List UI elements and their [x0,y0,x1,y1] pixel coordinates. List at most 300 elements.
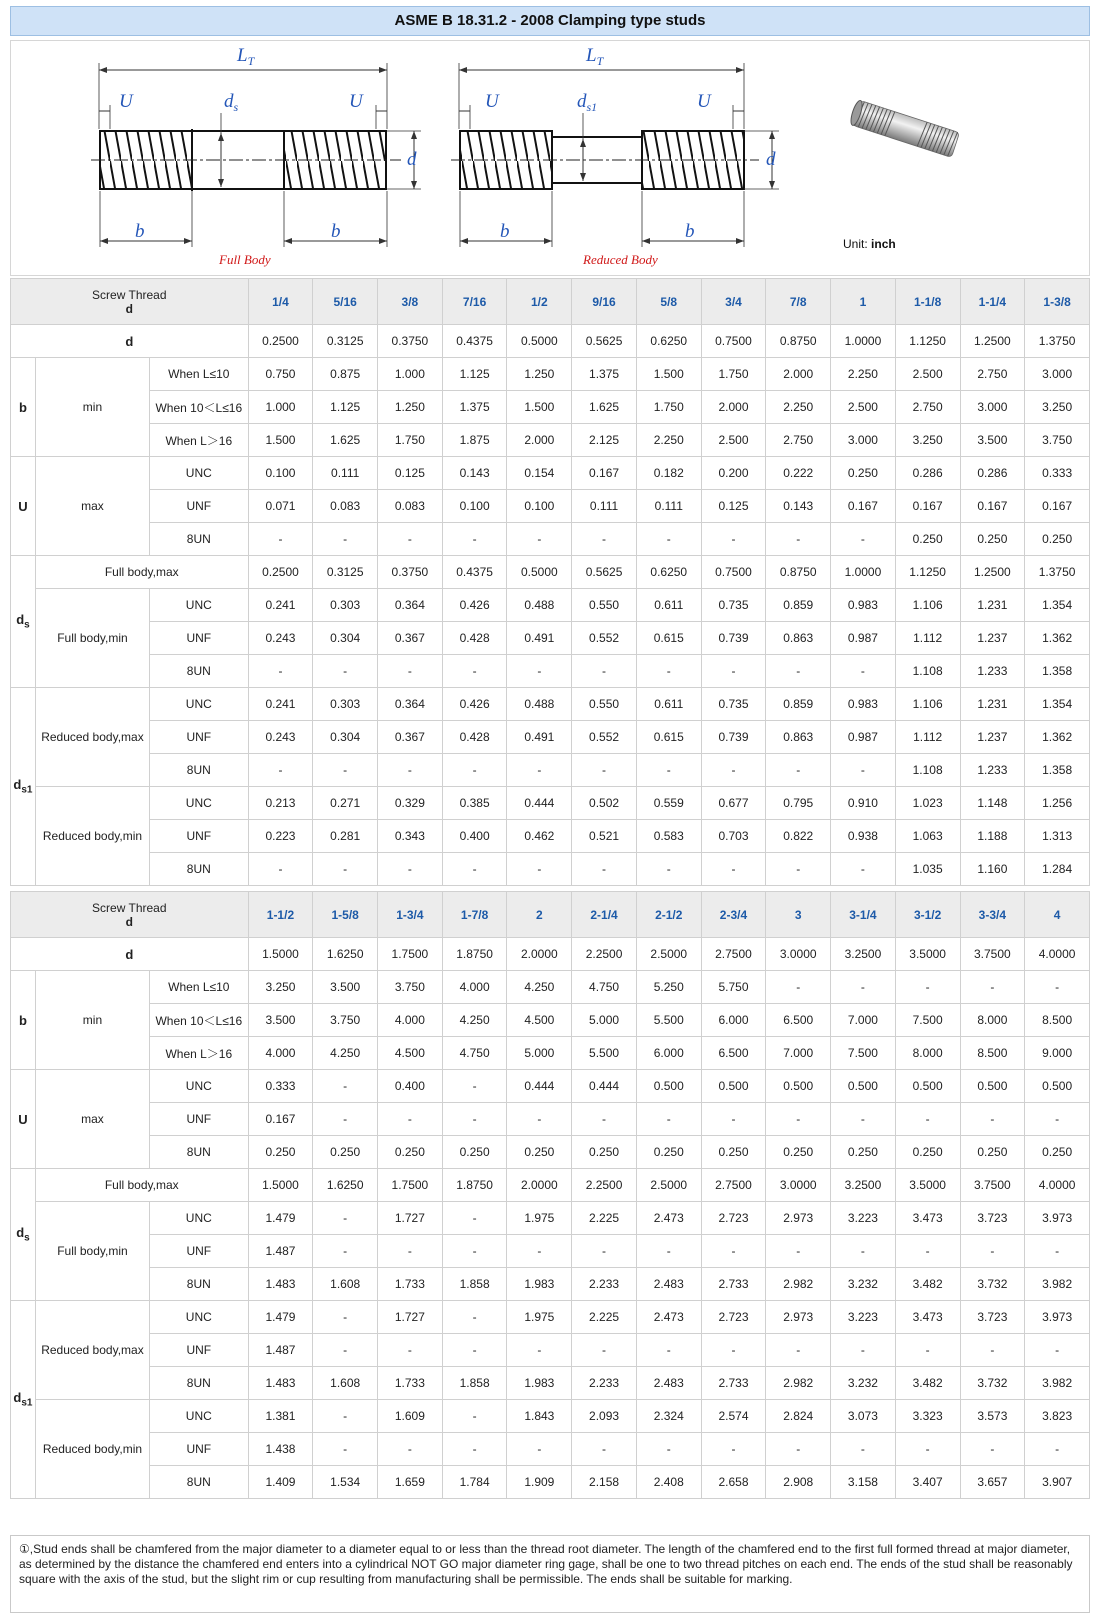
table-cell: 2.2500 [572,938,637,971]
table-cell: - [766,754,831,787]
table-cell: 3.2500 [831,938,896,971]
table-cell: 2.824 [766,1400,831,1433]
table-row [11,1202,1090,1235]
table-cell: - [701,1103,766,1136]
d-row-label: d [11,325,249,358]
table-cell: 2.483 [636,1268,701,1301]
table-cell: - [636,853,701,886]
table-cell: 1.381 [248,1400,313,1433]
table-cell: 1.784 [442,1466,507,1499]
table-cell: 1.479 [248,1202,313,1235]
cond-label: UNC [150,1202,249,1235]
notes-box [10,1535,1090,1613]
table-cell: 3.982 [1025,1268,1090,1301]
table-cell: 0.250 [442,1136,507,1169]
table-cell: 6.000 [701,1004,766,1037]
table-cell: 4.500 [507,1004,572,1037]
table-cell: 3.500 [313,971,378,1004]
table-cell: 2.233 [572,1268,637,1301]
table-cell: 1.237 [960,622,1025,655]
table-cell: 0.143 [766,490,831,523]
cond-label: UNF [150,1433,249,1466]
table-cell: 2.750 [895,391,960,424]
table-cell: 1.983 [507,1367,572,1400]
table-cell: 0.3125 [313,556,378,589]
table-cell: 0.2500 [248,325,313,358]
size-cell: 1-1/8 [895,279,960,325]
table-row [11,523,1090,556]
table-cell: 6.000 [636,1037,701,1070]
table-header-row [11,279,1090,325]
table-cell: - [831,754,896,787]
table-cell: - [636,1334,701,1367]
table-cell: - [442,1070,507,1103]
table-cell: 4.0000 [1025,1169,1090,1202]
table-cell: 2.000 [766,358,831,391]
table-cell: - [572,1334,637,1367]
table-cell: 3.223 [831,1301,896,1334]
table-cell: 0.143 [442,457,507,490]
table-cell: 3.7500 [960,1169,1025,1202]
table-cell: - [831,1433,896,1466]
u-label-left: U [119,91,133,112]
table-cell: 5.500 [636,1004,701,1037]
table-row [11,1235,1090,1268]
cond-label: UNC [150,787,249,820]
table-cell: 0.400 [442,820,507,853]
table-cell: 0.488 [507,688,572,721]
table-cell: 0.491 [507,622,572,655]
table-cell: 2.250 [636,424,701,457]
table-cell: - [442,1400,507,1433]
table-cell: 0.822 [766,820,831,853]
svg-text:ds1: $d_{s1}$ [577,91,598,114]
table-cell: 1.358 [1025,655,1090,688]
spec-table-1 [10,278,1090,886]
table-cell: 0.250 [831,1136,896,1169]
unit-value: inch [871,237,896,251]
table-cell: - [442,1334,507,1367]
table-cell: 1.250 [378,391,443,424]
full-body-drawing [91,45,421,267]
table-cell: 0.739 [701,622,766,655]
table-row [11,1070,1090,1103]
table-cell: - [378,754,443,787]
table-cell: 0.250 [1025,523,1090,556]
table-cell: 0.250 [248,1136,313,1169]
table-cell: 1.106 [895,589,960,622]
table-cell: 0.250 [960,1136,1025,1169]
table-cell: 0.910 [831,787,896,820]
table-cell: 3.5000 [895,1169,960,1202]
table-cell: 5.000 [507,1037,572,1070]
table-cell: 3.657 [960,1466,1025,1499]
size-cell: 7/8 [766,279,831,325]
table-cell: 1.148 [960,787,1025,820]
table-cell: - [831,853,896,886]
table-cell: 0.250 [507,1136,572,1169]
table-row [11,325,1090,358]
table-cell: 2.000 [507,424,572,457]
table-cell: 1.375 [442,391,507,424]
table-cell: - [442,1202,507,1235]
table-cell: 0.426 [442,589,507,622]
svg-text:b: b [685,221,695,242]
b-min-label: min [35,971,149,1070]
table-cell: 1.0000 [831,325,896,358]
table-cell: - [572,853,637,886]
svg-text:LT: $L_T$ [237,45,255,68]
table-cell: 2.483 [636,1367,701,1400]
table-cell: 1.2500 [960,556,1025,589]
table-cell: 1.750 [636,391,701,424]
table-cell: 1.231 [960,589,1025,622]
table-cell: - [313,1103,378,1136]
size-cell: 3-1/2 [895,892,960,938]
table-cell: - [701,853,766,886]
table-cell: 0.426 [442,688,507,721]
size-cell: 1-5/8 [313,892,378,938]
table-cell: 0.213 [248,787,313,820]
table-row [11,971,1090,1004]
size-cell: 2 [507,892,572,938]
table-cell: 0.983 [831,688,896,721]
b-row-label: b [11,971,36,1070]
table-cell: 0.583 [636,820,701,853]
table-row [11,1400,1090,1433]
table-cell: - [960,971,1025,1004]
table-cell: 5.000 [572,1004,637,1037]
table-cell: - [960,1433,1025,1466]
table-cell: 0.364 [378,589,443,622]
table-cell: - [378,1235,443,1268]
table-cell: - [766,1235,831,1268]
table-cell: 1.6250 [313,1169,378,1202]
table-cell: - [507,523,572,556]
table-cell: 0.550 [572,688,637,721]
table-cell: - [701,655,766,688]
figure-panel [10,40,1090,276]
table-cell: 0.329 [378,787,443,820]
table-cell: 3.0000 [766,938,831,971]
table-cell: - [442,754,507,787]
cond-label: 8UN [150,1367,249,1400]
table-cell: 2.7500 [701,1169,766,1202]
table-cell: 3.223 [831,1202,896,1235]
table-cell: - [1025,971,1090,1004]
cond-label: 8UN [150,754,249,787]
table-cell: - [701,1334,766,1367]
table-cell: 0.615 [636,622,701,655]
table-cell: 0.5625 [572,556,637,589]
table-cell: 0.071 [248,490,313,523]
table-cell: 0.5000 [507,325,572,358]
table-cell: 1.1250 [895,325,960,358]
stud-photo [849,99,960,157]
table-cell: 4.0000 [1025,938,1090,971]
cond-label: UNF [150,721,249,754]
table-cell: - [507,1235,572,1268]
cond-label: When L＞16 [150,424,249,457]
table-cell: 0.250 [895,523,960,556]
table-cell: 0.500 [831,1070,896,1103]
table-cell: 0.367 [378,622,443,655]
table-cell: 2.225 [572,1301,637,1334]
table-cell: - [895,1433,960,1466]
svg-text:LT: $L_T$ [586,45,604,68]
table-cell: 7.000 [831,1004,896,1037]
table-cell: 2.982 [766,1268,831,1301]
table-cell: 1.0000 [831,556,896,589]
table-cell: 1.843 [507,1400,572,1433]
table-cell: 2.0000 [507,1169,572,1202]
table-cell: - [313,754,378,787]
screw-thread-header: Screw Thread d [11,279,249,325]
table-cell: - [313,1202,378,1235]
table-cell: 0.343 [378,820,443,853]
table-cell: 2.574 [701,1400,766,1433]
size-cell: 2-1/4 [572,892,637,938]
table-cell: 2.733 [701,1268,766,1301]
table-cell: 0.938 [831,820,896,853]
svg-text:d: d [766,149,776,170]
table-row [11,688,1090,721]
table-cell: 1.750 [701,358,766,391]
table-cell: 1.438 [248,1433,313,1466]
table-row [11,589,1090,622]
size-cell: 5/8 [636,279,701,325]
table-cell: 3.973 [1025,1202,1090,1235]
table-cell: 1.727 [378,1202,443,1235]
red-min-label: Reduced body,min [35,787,149,886]
table-cell: 0.863 [766,622,831,655]
size-cell: 1-1/4 [960,279,1025,325]
table-cell: 3.823 [1025,1400,1090,1433]
table-cell: 3.732 [960,1268,1025,1301]
table-cell: - [442,853,507,886]
table-cell: 3.500 [248,1004,313,1037]
table-cell: 0.6250 [636,556,701,589]
table-cell: - [766,1433,831,1466]
table-cell: 0.100 [248,457,313,490]
table-cell: 3.482 [895,1268,960,1301]
table-cell: 0.367 [378,721,443,754]
table-cell: 0.167 [248,1103,313,1136]
table-cell: - [766,523,831,556]
table-cell: 3.5000 [895,938,960,971]
table-cell: 2.500 [701,424,766,457]
table-cell: 1.112 [895,721,960,754]
table-cell: 0.250 [960,523,1025,556]
table-cell: 0.111 [636,490,701,523]
table-cell: - [507,655,572,688]
table-cell: 1.375 [572,358,637,391]
table-cell: 0.7500 [701,556,766,589]
table-cell: - [313,1301,378,1334]
red-max-label: Reduced body,max [35,1301,149,1400]
table-cell: - [1025,1433,1090,1466]
table-row [11,820,1090,853]
table-cell: - [636,1433,701,1466]
table-cell: 0.250 [1025,1136,1090,1169]
table-cell: 0.987 [831,721,896,754]
table-cell: - [442,523,507,556]
table-cell: 3.232 [831,1268,896,1301]
table-cell: 3.473 [895,1202,960,1235]
table-cell: 2.408 [636,1466,701,1499]
table-cell: 3.232 [831,1367,896,1400]
table-cell: - [636,655,701,688]
b-min-label: min [35,358,149,457]
table-cell: 5.750 [701,971,766,1004]
table-cell: 0.167 [572,457,637,490]
table-cell: - [960,1235,1025,1268]
table-cell: 0.222 [766,457,831,490]
table-cell: 6.500 [766,1004,831,1037]
table-row [11,457,1090,490]
table-cell: - [831,655,896,688]
table-cell: 2.500 [831,391,896,424]
table-cell: 0.428 [442,721,507,754]
table-cell: 0.083 [378,490,443,523]
cond-label: UNC [150,1400,249,1433]
table-row [11,1466,1090,1499]
table-cell: 2.500 [895,358,960,391]
table-cell: - [895,1334,960,1367]
cond-label: UNC [150,589,249,622]
u-max-label: max [35,1070,149,1169]
table-cell: 1.659 [378,1466,443,1499]
table-cell: 8.500 [1025,1004,1090,1037]
table-cell: - [831,1334,896,1367]
table-cell: 0.250 [831,457,896,490]
table-cell: 2.973 [766,1202,831,1235]
table-cell: 2.225 [572,1202,637,1235]
cond-label: UNF [150,622,249,655]
table-cell: - [313,1400,378,1433]
table-cell: 1.409 [248,1466,313,1499]
table-cell: - [313,1334,378,1367]
table-cell: 4.750 [442,1037,507,1070]
table-cell: 4.250 [313,1037,378,1070]
svg-text:ds: $d_s$ [224,91,239,114]
table-cell: 2.733 [701,1367,766,1400]
table-cell: 0.750 [248,358,313,391]
d-row-label: d [11,938,249,971]
b-label-right: b [331,221,341,242]
table-cell: 0.3125 [313,325,378,358]
table-cell: - [248,655,313,688]
table-cell: 1.108 [895,655,960,688]
table-cell: 1.358 [1025,754,1090,787]
u-row-label: U [11,457,36,556]
table-cell: - [831,523,896,556]
table-cell: - [572,523,637,556]
size-cell: 3/8 [378,279,443,325]
table-cell: 0.250 [895,1136,960,1169]
table-cell: 3.750 [313,1004,378,1037]
table-cell: - [572,1103,637,1136]
table-cell: 1.487 [248,1235,313,1268]
table-cell: 3.158 [831,1466,896,1499]
cond-label: UNC [150,457,249,490]
table-cell: - [831,1103,896,1136]
table-cell: 3.573 [960,1400,1025,1433]
lt-label: L [237,45,248,66]
table-cell: 0.5625 [572,325,637,358]
table-cell: 1.8750 [442,1169,507,1202]
table-cell: 1.023 [895,787,960,820]
table-cell: 1.233 [960,754,1025,787]
table-cell: 1.354 [1025,688,1090,721]
table-cell: 0.735 [701,688,766,721]
table-cell: 3.000 [960,391,1025,424]
table-cell: 0.200 [701,457,766,490]
table-row [11,1037,1090,1070]
table-cell: 2.2500 [572,1169,637,1202]
table-cell: - [701,1235,766,1268]
table-cell: 0.303 [313,688,378,721]
table-cell: 0.739 [701,721,766,754]
table-cell: 3.2500 [831,1169,896,1202]
table-cell: - [1025,1103,1090,1136]
table-cell: 3.000 [1025,358,1090,391]
table-row [11,622,1090,655]
table-cell: 3.407 [895,1466,960,1499]
table-row [11,1268,1090,1301]
table-cell: 0.7500 [701,325,766,358]
full-min-label: Full body,min [35,1202,149,1301]
table-cell: 0.500 [636,1070,701,1103]
table-cell: 1.125 [313,391,378,424]
table-row [11,490,1090,523]
table-row [11,1004,1090,1037]
table-row [11,358,1090,391]
table-cell: 3.750 [1025,424,1090,457]
table-cell: 0.462 [507,820,572,853]
table-cell: 0.987 [831,622,896,655]
table-cell: 1.125 [442,358,507,391]
table-cell: 2.723 [701,1301,766,1334]
table-cell: 2.658 [701,1466,766,1499]
table-cell: 0.250 [378,1136,443,1169]
cond-label: UNF [150,1103,249,1136]
table-cell: 1.160 [960,853,1025,886]
table-cell: 1.6250 [313,938,378,971]
size-cell: 5/16 [313,279,378,325]
table-cell: - [636,754,701,787]
table-cell: - [248,523,313,556]
unit-note: Unit: inch [843,237,896,251]
table-cell: - [507,1433,572,1466]
table-cell: 0.552 [572,622,637,655]
table-cell: 0.083 [313,490,378,523]
table-cell: - [701,1433,766,1466]
table-cell: 1.1250 [895,556,960,589]
table-cell: - [313,853,378,886]
table-cell: 2.158 [572,1466,637,1499]
table-cell: - [572,655,637,688]
table-cell: - [313,1235,378,1268]
svg-text:U: U [485,91,499,112]
table-cell: 1.975 [507,1202,572,1235]
full-min-label: Full body,min [35,589,149,688]
table-cell: 0.243 [248,622,313,655]
table-cell: - [636,1103,701,1136]
table-cell: - [442,1301,507,1334]
table-cell: 3.000 [831,424,896,457]
table-cell: 0.983 [831,589,896,622]
